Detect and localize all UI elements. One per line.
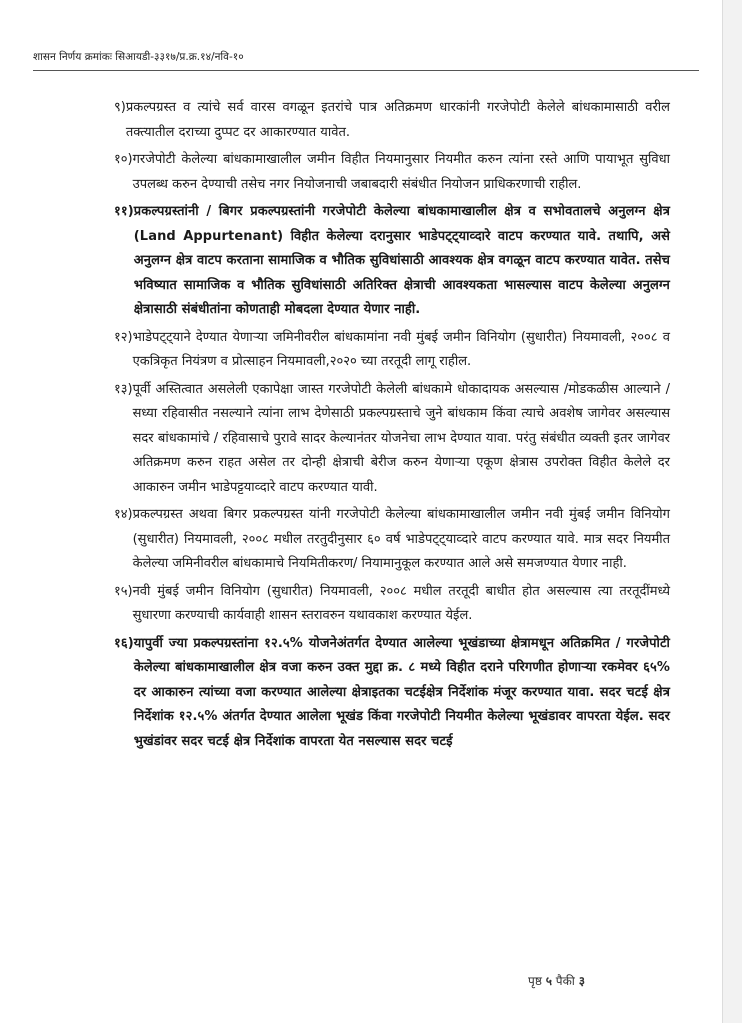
clause-number: ११) xyxy=(114,204,134,219)
clause-number: १५) xyxy=(114,583,133,599)
page-number-prefix: पृष्ठ xyxy=(528,974,546,988)
clause-paragraph xyxy=(114,96,670,145)
clause-text: यापुर्वी ज्या प्रकल्पग्रस्तांना १२.५% योजनेअंतर्गत देण्यात आलेल्या भूखंडाच्या क्षेत्रामधून अतिक्रमित / गरजेपोटी केलेल्या बांधकामाखालील क्षेत्र वजा करुन उक्त मुद्दा क्र. ८ मध्ये विहीत दराने परिगणीत होणाऱ्या रकमेवर ६५% दर आकारुन त्यांच्या वजा करण्यात आलेल्या क्षेत्राइतका चटईक्षेत्र निर्देशांक मंजूर करण्यात यावा. सदर चटई क्षेत्र निर्देशांक १२.५% अंतर्गत देण्यात आलेला भूखंड किंवा गरजेपोटी नियमीत केलेल्या भूखंडावर वापरता येईल. सदर भुखंडांवर सदर चटई क्षेत्र निर्देशांक वापरता येत नसल्यास सदर चटई xyxy=(133,635,670,749)
clause-paragraph xyxy=(114,632,670,755)
clause-paragraph xyxy=(114,580,670,629)
paragraph-list xyxy=(114,96,670,757)
clause-number: १२) xyxy=(114,329,133,345)
clause-number: ९) xyxy=(114,100,126,115)
viewer-edge xyxy=(722,0,742,1023)
clause-paragraph xyxy=(114,326,670,375)
page-number-total: ३ xyxy=(578,974,585,988)
header-divider xyxy=(33,70,699,71)
clause-text: भाडेपट्ट्याने देण्यात येणाऱ्या जमिनीवरील बांधकामांना नवी मुंबई जमीन विनियोग (सुधारीत) नियमावली, २००८ व एकत्रिकृत नियंत्रण व प्रोत्साहन नियमावली,२०२० च्या तरतूदी लागू राहील. xyxy=(132,329,670,369)
clause-text: प्रकल्पग्रस्त व त्यांचे सर्व वारस वगळून इतरांचे पात्र अतिक्रमण धारकांनी गरजेपोटी केलेले बांधकामासाठी वरील तक्त्यातील दराच्या दुप्पट दर आकारण्यात यावेत. xyxy=(125,100,670,140)
clause-text: पूर्वी अस्तित्वात असलेली एकापेक्षा जास्त गरजेपोटी केलेली बांधकामे धोकादायक असल्यास /मोडकळीस आल्याने / सध्या रहिवासीत नसल्याने त्यांना लाभ देणेसाठी प्रकल्पग्रस्ताचे जुने बांधकाम किंवा त्याचे अवशेष जागेवर असल्यास सदर बांधकामांचे / रहिवासाचे पुरावे सादर केल्यानंतर योजनेचा लाभ देण्यात यावा. परंतु संबंधीत व्यक्ती इतर जागेवर अतिक्रमण करुन राहत असेल तर दोन्ही क्षेत्राची बेरीज करुन येणाऱ्या एकूण क्षेत्रास उपरोक्त विहीत केलेले दर आकारुन जमीन भाडेपट्टयाव्दारे वाटप करण्यात यावी. xyxy=(132,381,670,495)
clause-number: १०) xyxy=(114,152,133,167)
page-number-middle: पैकी xyxy=(551,974,579,988)
clause-text: गरजेपोटी केलेल्या बांधकामाखालील जमीन विहीत नियमानुसार नियमीत करुन त्यांना रस्ते आणि पायाभूत सुविधा उपलब्ध करुन देण्याची तसेच नगर नियोजनाची जबाबदारी संबंधीत नियोजन प्राधिकरणाची राहील. xyxy=(132,152,670,192)
clause-number: १४) xyxy=(114,507,133,522)
clause-paragraph xyxy=(114,503,670,577)
clause-text: नवी मुंबई जमीन विनियोग (सुधारीत) नियमावली, २००८ मधील तरतूदी बाधीत होत असल्यास त्या तरतूदींमध्ये सुधारणा करण्याची कार्यवाही शासन स्तरावरुन यथावकाश करण्यात येईल. xyxy=(132,583,670,623)
clause-paragraph xyxy=(114,378,670,501)
clause-text: प्रकल्पग्रस्तांनी / बिगर प्रकल्पग्रस्तांनी गरजेपोटी केलेल्या बांधकामाखालील क्षेत्र व सभोवतालचे अनुलग्न क्षेत्र (Land Appurtenant) विहीत केलेल्या दरानुसार भाडेपट्ट्याव्दारे वाटप करण्यात यावे. तथापि, असे अनुलग्न क्षेत्र वाटप करताना सामाजिक व भौतिक सुविधांसाठी आवश्यक क्षेत्र वगळून वाटप करण्यात यावेत. तसेच भविष्यात सामाजिक व भौतिक सुविधांसाठी अतिरिक्त क्षेत्राची आवश्यकता भासल्यास वाटप केलेल्या अनुलग्न क्षेत्रासाठी संबंधीतांना कोणताही मोबदला देण्यात येणार नाही. xyxy=(133,204,670,317)
page-number-current: ५ xyxy=(545,974,552,988)
page-number xyxy=(528,972,585,989)
clause-number: १३) xyxy=(114,381,133,397)
document-header: शासन निर्णय क्रमांकः सिआयडी-३३१७/प्र.क्र.१४/नवि-१० xyxy=(33,51,244,63)
clause-text: प्रकल्पग्रस्त अथवा बिगर प्रकल्पग्रस्त यांनी गरजेपोटी केलेल्या बांधकामाखालील जमीन नवी मुंबई जमीन विनियोग (सुधारीत) नियमावली, २००८ मधील तरतुदीनुसार ६० वर्ष भाडेपट्ट्याव्दारे वाटप करण्यात यावे. मात्र सदर नियमीत केलेल्या जमिनीवरील बांधकामाचे नियमितीकरण/ नियामानुकूल करण्यात आले असे समजण्यात येणार नाही. xyxy=(132,507,670,571)
clause-number: १६) xyxy=(114,635,134,651)
clause-paragraph xyxy=(114,148,670,197)
clause-paragraph xyxy=(114,200,670,323)
